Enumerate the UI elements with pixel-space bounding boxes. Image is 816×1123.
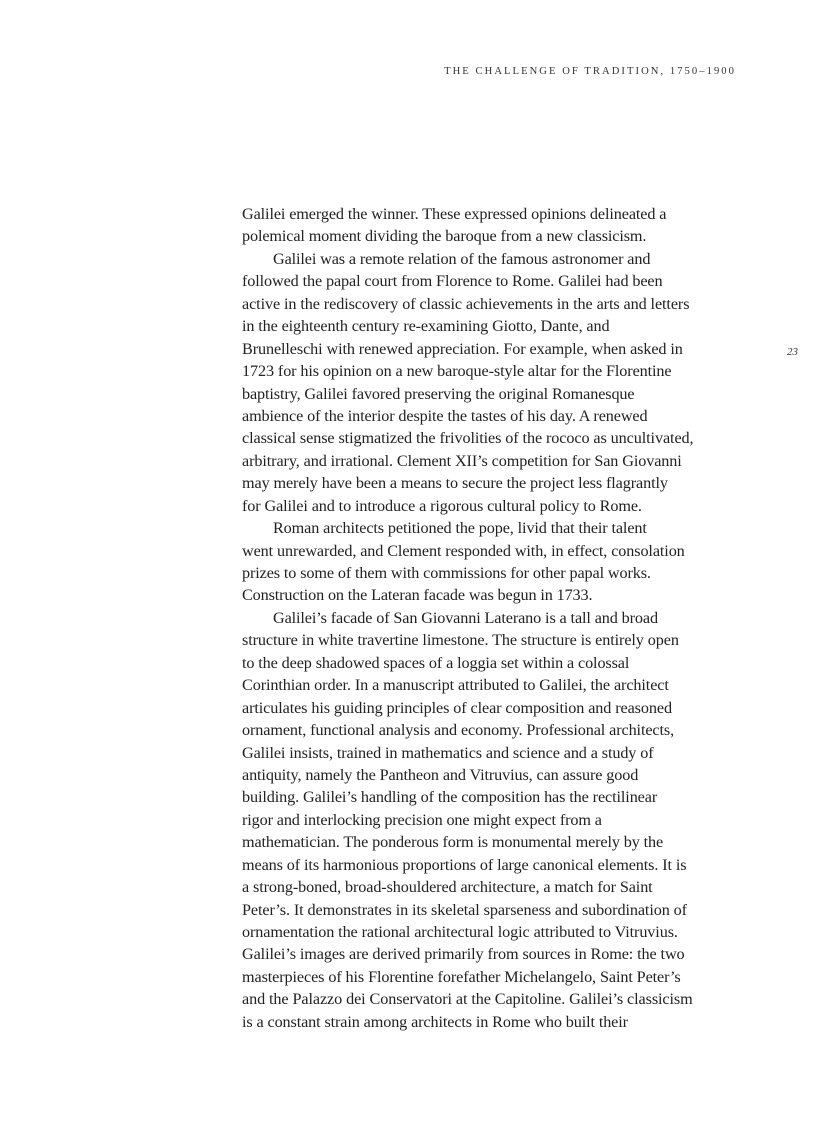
text-line: building. Galilei’s handling of the composition has the rectilinear — [242, 788, 658, 807]
running-head: THE CHALLENGE OF TRADITION, 1750–1900 — [444, 66, 736, 77]
text-line: articulates his guiding principles of clear composition and reasoned — [242, 698, 672, 717]
text-line: Galilei insists, trained in mathematics and science and a study of — [242, 743, 654, 762]
text-line: structure in white travertine limestone. The structure is entirely open — [242, 631, 679, 650]
text-line: Brunelleschi with renewed appreciation. For example, when asked in — [242, 339, 683, 358]
paragraph-start-line: Galilei’s facade of San Giovanni Laterano is a tall and broad — [273, 608, 658, 627]
text-line: active in the rediscovery of classic achievements in the arts and letters — [242, 294, 690, 313]
text-line: 1723 for his opinion on a new baroque-style altar for the Florentine — [242, 362, 672, 381]
text-line: masterpieces of his Florentine forefather Michelangelo, Saint Peter’s — [242, 967, 681, 986]
text-line: to the deep shadowed spaces of a loggia set within a colossal — [242, 653, 630, 672]
body-text — [242, 203, 742, 1033]
text-line: rigor and interlocking precision one might expect from a — [242, 810, 602, 829]
text-line: ornamentation the rational architectural logic attributed to Vitruvius. — [242, 923, 678, 941]
text-line: Corinthian order. In a manuscript attributed to Galilei, the architect — [242, 676, 669, 695]
text-line: Construction on the Lateran facade was begun in 1733. — [242, 586, 593, 605]
text-line: Galilei emerged the winner. These expressed opinions delineated a — [242, 205, 667, 223]
text-line: for Galilei and to introduce a rigorous cultural policy to Rome. — [242, 496, 642, 515]
text-line: went unrewarded, and Clement responded with, in effect, consolation — [242, 541, 685, 560]
text-line: ambience of the interior despite the tastes of his day. A renewed — [242, 406, 648, 425]
text-line: baptistry, Galilei favored preserving the original Romanesque — [242, 384, 635, 403]
text-line: means of its harmonious proportions of large canonical elements. It is — [242, 855, 687, 874]
text-line: Galilei’s images are derived primarily from sources in Rome: the two — [242, 945, 685, 964]
text-line: antiquity, namely the Pantheon and Vitruvius, can assure good — [242, 765, 639, 784]
text-line: prizes to some of them with commissions for other papal works. — [242, 564, 651, 582]
text-line: ornament, functional analysis and economy. Professional architects, — [242, 721, 675, 740]
text-line: and the Palazzo dei Conservatori at the Capitoline. Galilei’s classicism — [242, 990, 693, 1009]
text-line: followed the papal court from Florence to Rome. Galilei had been — [242, 272, 663, 291]
text-line: Peter’s. It demonstrates in its skeletal sparseness and subordination of — [242, 900, 687, 919]
text-line: classical sense stigmatized the frivolities of the rococo as uncultivated, — [242, 429, 694, 448]
text-line: polemical moment dividing the baroque from a new classicism. — [242, 227, 647, 246]
text-line: mathematician. The ponderous form is monumental merely by the — [242, 833, 664, 852]
text-line: arbitrary, and irrational. Clement XII’s competition for San Giovanni — [242, 451, 682, 470]
paragraph-start-line: Roman architects petitioned the pope, livid that their talent — [273, 519, 647, 538]
text-line: may merely have been a means to secure the project less flagrantly — [242, 474, 668, 493]
text-line: is a constant strain among architects in Rome who built their — [242, 1012, 628, 1031]
text-line: a strong-boned, broad-shouldered architecture, a match for Saint — [242, 878, 653, 897]
page-number: 23 — [787, 346, 798, 358]
paragraph-start-line: Galilei was a remote relation of the famous astronomer and — [273, 249, 651, 268]
text-line: in the eighteenth century re-examining Giotto, Dante, and — [242, 317, 610, 336]
